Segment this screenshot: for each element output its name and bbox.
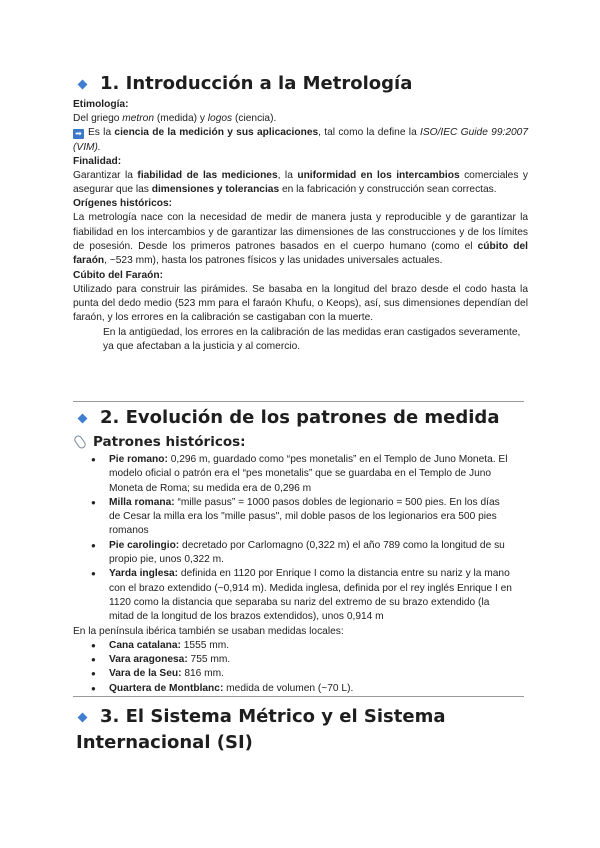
- section-2-title: 2. Evolución de los patrones de medida: [100, 407, 500, 428]
- section-3: [73, 704, 528, 756]
- list-item: ● Milla romana: “mille pasus” = 1000 pasos dobles de legionario = 500 pies. En los días de Cesar la milla era los "mille pasus", mil doble pasos de los legionarios era 500 pies romanos: [109, 496, 528, 539]
- section-2: [73, 405, 528, 696]
- list-item: ● Pie carolingio: decretado por Carlomagno (0,322 m) el año 789 como la longitud de su propio pie, unos 0,322 m.: [109, 539, 528, 568]
- purpose-label: Finalidad:: [73, 155, 122, 167]
- purpose-text: Garantizar la fiabilidad de las mediciones, la uniformidad en los intercambios comerciales y asegurar que las dimensiones y tolerancias en la fabricación y construcción sean correctas.: [73, 169, 529, 196]
- local-measures-intro: En la península ibérica también se usaban medidas locales:: [73, 625, 344, 637]
- local-measures-list: [73, 639, 528, 696]
- origins-label: Orígenes históricos:: [73, 198, 173, 210]
- diamond-bullet-icon: [78, 80, 88, 90]
- section-3-title: 3. El Sistema Métrico y el Sistema Internacional (SI): [76, 706, 446, 753]
- section-2-heading: [73, 405, 528, 431]
- section-1: [73, 71, 528, 97]
- list-item: ● Vara aragonesa: 755 mm.: [109, 653, 528, 667]
- origins-text: La metrología nace con la necesidad de medir de manera justa y reproducible y de garantizar la fiabilidad en los intercambios y de garantizar las dimensiones de las construcciones y de los límites de posesión. Desde los primeros patrones basados en el cuerpo humano (como el cúbito del faraón, ~523 mm), hasta los patrones físicos y las unidades universales actuales.: [73, 212, 528, 267]
- etymology-text: Del griego metron (medida) y logos (ciencia).: [73, 113, 277, 124]
- diamond-bullet-icon: [78, 414, 88, 424]
- list-item: ● Vara de la Seu: 816 mm.: [109, 667, 528, 681]
- section-1-title: 1. Introducción a la Metrología: [100, 73, 413, 94]
- historical-standards-heading: Patrones históricos:: [73, 433, 528, 451]
- section-1-body: [73, 98, 528, 354]
- cubit-label: Cúbito del Faraón:: [73, 269, 163, 281]
- section-1-heading: [73, 71, 528, 97]
- cubit-text: Utilizado para construir las pirámides. Se basaba en la longitud del brazo desde el codo hasta la punta del dedo medio (523 mm para el faraón Khufu, o Keops), así, sus dimensiones dependían del faraón, y los errores en la calibración se castigaban con la muerte.: [73, 283, 528, 324]
- list-item: ● Cana catalana: 1555 mm.: [109, 639, 528, 653]
- list-item: ● Yarda inglesa: definida en 1120 por Enrique I como la distancia entre su nariz y la mano con el brazo extendido (~0,914 m). Medida inglesa, definida por el rey inglés Enrique I en 1120 como la distancia que separaba su nariz del extremo de su brazo extendido (la mitad de la longitud de los brazos extendidos), unos 0,914 m: [109, 567, 528, 624]
- paperclip-icon: [73, 435, 87, 449]
- historical-standards-list: [73, 453, 528, 625]
- definition-text: ➡ Es la ciencia de la medición y sus aplicaciones, tal como la define la ISO/IEC Guide 99:2007 (VIM).: [73, 127, 528, 153]
- arrow-right-icon: ➡: [73, 129, 84, 139]
- etymology-label: Etimología:: [73, 99, 129, 110]
- section-3-heading: [73, 704, 528, 756]
- cubit-note: En la antigüedad, los errores en la calibración de las medidas eran castigados severamente, ya que afectaban a la justicia y al comercio.: [103, 326, 521, 352]
- section-divider: [73, 696, 524, 697]
- section-divider: [73, 401, 524, 402]
- list-item: ● Pie romano: 0,296 m, guardado como “pes monetalis” en el Templo de Juno Moneta. El modelo oficial o patrón era el “pes monetalis” que se guardaba en el Templo de Juno Moneta de Roma; su medida era de 0,296 m: [109, 453, 528, 496]
- list-item: ● Quartera de Montblanc: medida de volumen (~70 L).: [109, 682, 528, 696]
